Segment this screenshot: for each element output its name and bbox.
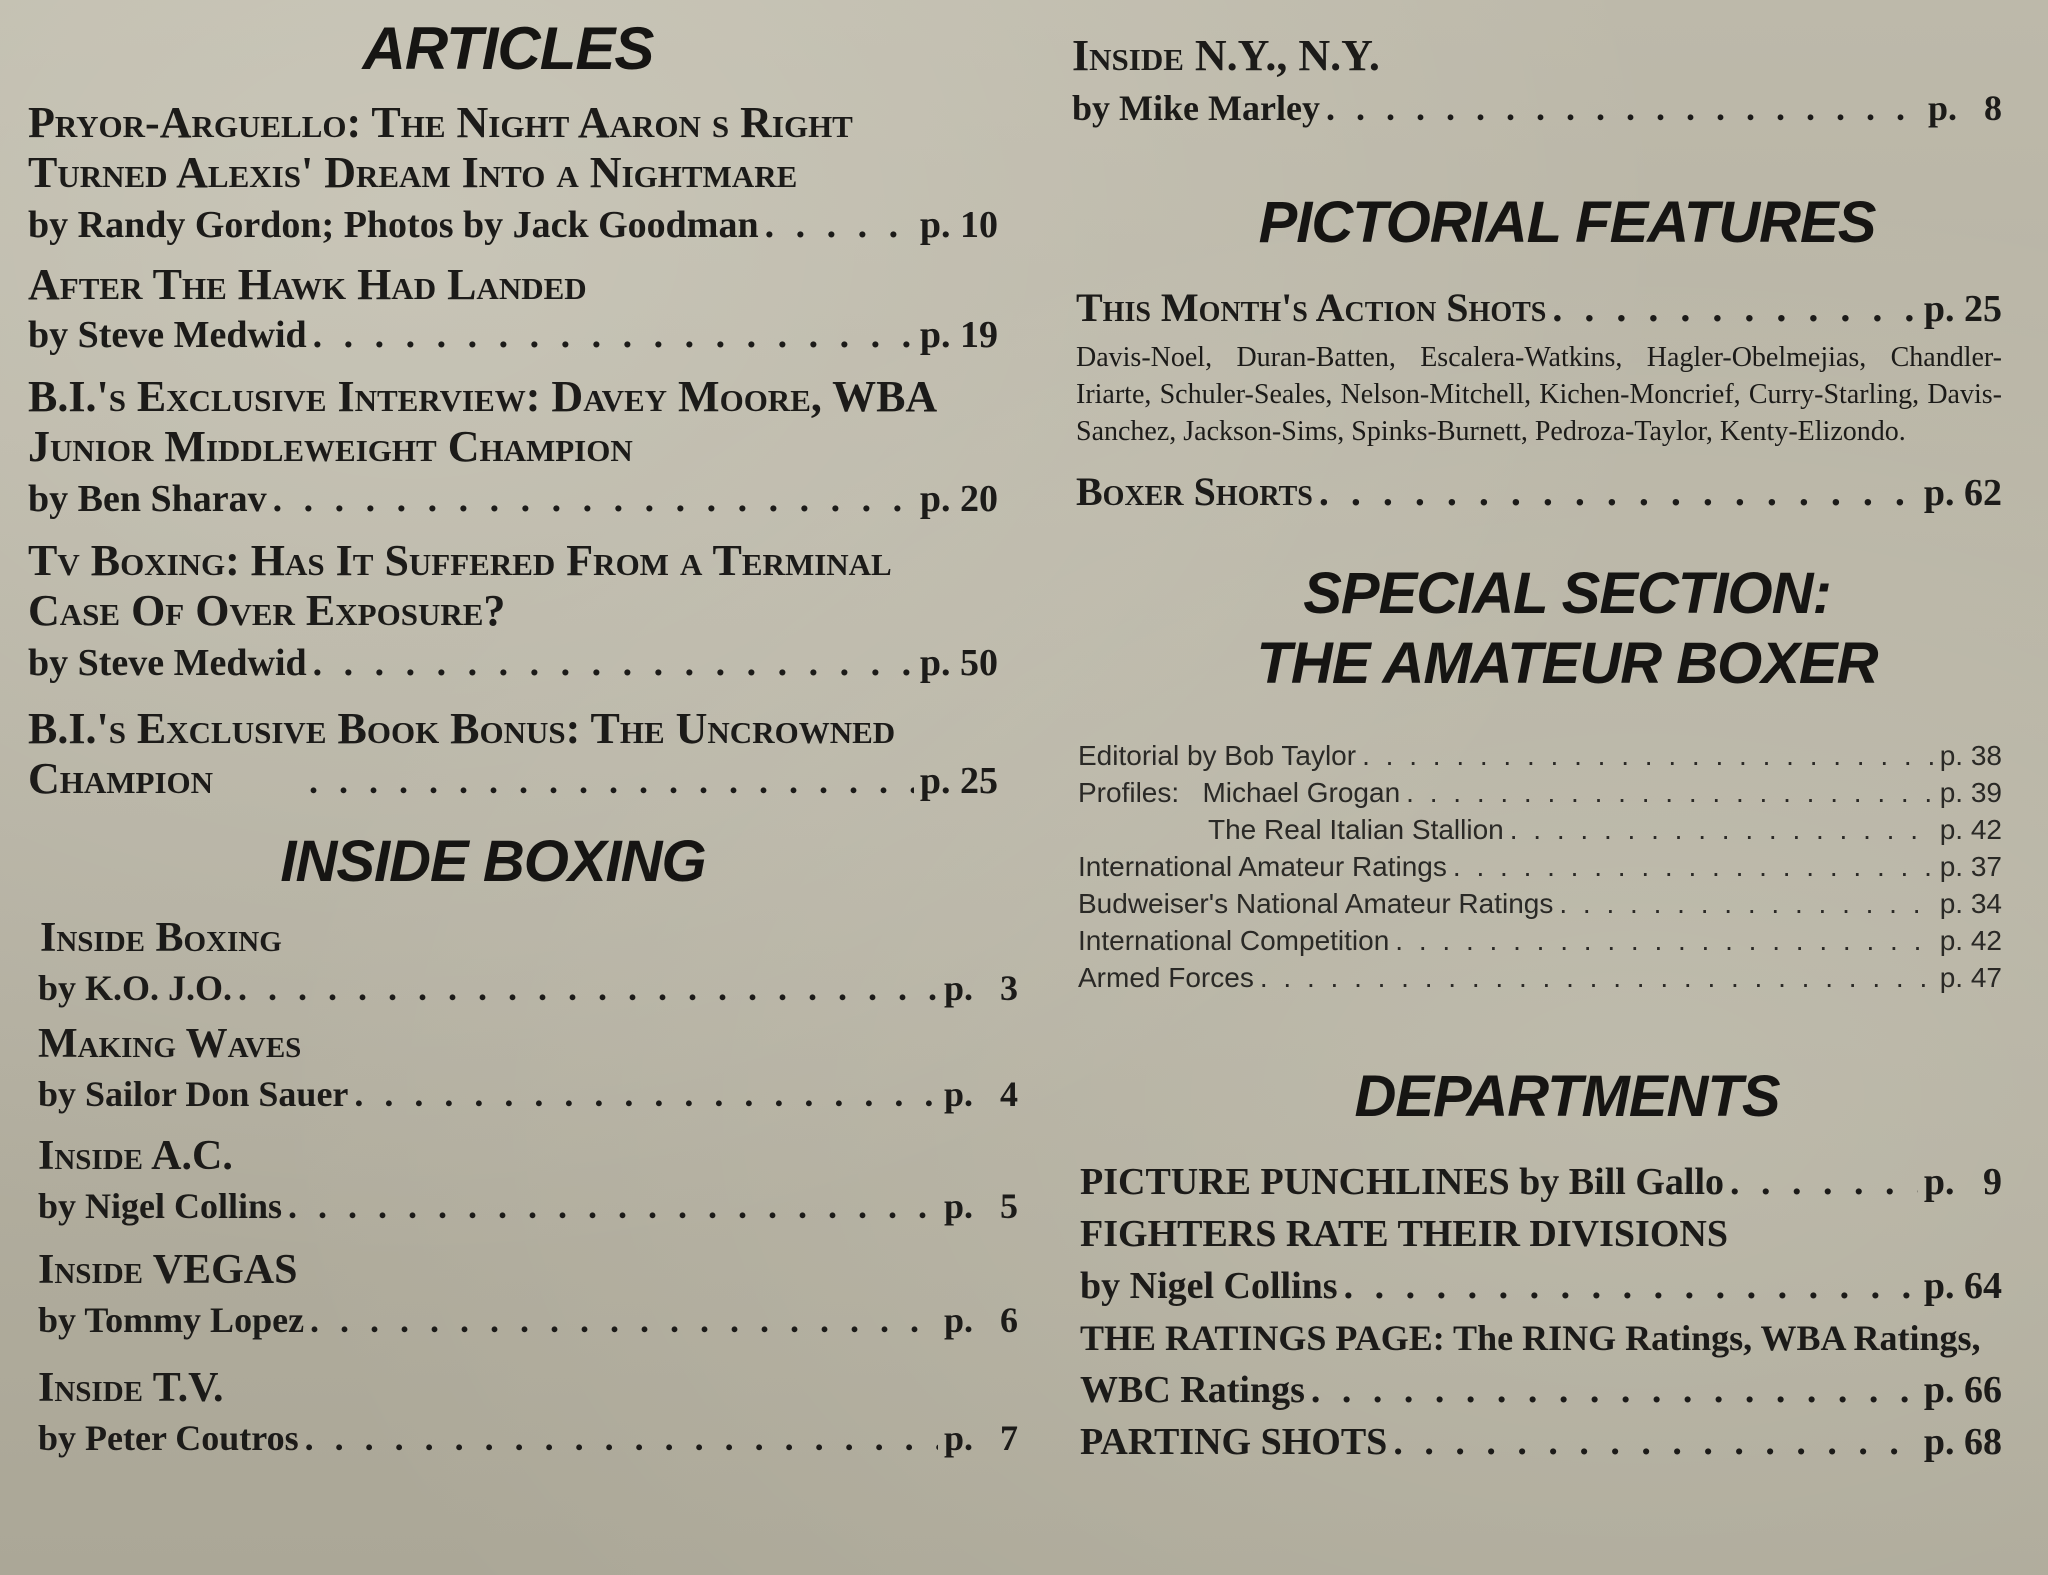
article-title: B.I.'s Exclusive Interview: Davey Moore, WBA [28, 372, 938, 421]
department-item[interactable] [1080, 1416, 2002, 1468]
page-number: p. 34 [1939, 888, 2002, 919]
dot-leader [1393, 1416, 1918, 1468]
special-heading-line: THE AMATEUR BOXER [1256, 631, 1878, 696]
article-byline: by Ben Sharav [28, 478, 267, 520]
item-title: Inside VEGAS [38, 1247, 298, 1293]
page-number: p. 3 [943, 968, 1018, 1008]
page-number: p. 39 [1939, 777, 2002, 808]
dot-leader [273, 476, 914, 522]
dot-leader [765, 202, 914, 248]
item-title: Boxer Shorts [1076, 469, 1313, 514]
amateur-item[interactable] [1078, 848, 2002, 885]
inside-boxing-item[interactable] [38, 1362, 1018, 1462]
article-item[interactable] [28, 372, 998, 522]
page-number: p. 10 [919, 204, 998, 246]
special-heading-line: SPECIAL SECTION: [1303, 561, 1831, 626]
page-number: p. 38 [1939, 740, 2002, 771]
dot-leader [313, 640, 914, 686]
page-number: p. 42 [1939, 925, 2002, 956]
article-byline: by Steve Medwid [28, 314, 307, 356]
item-byline: by K.O. J.O. [38, 968, 233, 1008]
article-title: Junior Middleweight Champion [28, 422, 633, 471]
amateur-list [1078, 737, 2002, 996]
dot-leader [1311, 1364, 1918, 1416]
dot-leader [1260, 959, 1934, 996]
amateur-item[interactable] [1078, 922, 2002, 959]
article-title: B.I.'s Exclusive Book Bonus: The Uncrowned [28, 704, 896, 753]
dot-leader [1552, 282, 1918, 334]
dot-leader [1326, 84, 1922, 132]
item-label: Armed Forces [1078, 962, 1254, 993]
departments-list [1080, 1156, 2002, 1468]
item-byline: by Nigel Collins [38, 1186, 283, 1226]
item-title: Inside T.V. [38, 1365, 224, 1411]
dot-leader [1406, 774, 1934, 811]
article-byline: by Randy Gordon; Photos by Jack Goodman [28, 204, 759, 246]
dot-leader [1344, 1260, 1918, 1312]
article-item[interactable] [28, 536, 998, 686]
inside-boxing-item[interactable] [38, 1018, 1018, 1118]
boxer-shorts-item[interactable] [1076, 466, 2002, 519]
page-number: p. 9 [1923, 1161, 2002, 1203]
item-label: Profiles: Michael Grogan [1078, 777, 1401, 808]
inside-boxing-item[interactable] [38, 912, 1018, 1012]
page-number: p. 20 [919, 478, 998, 520]
item-label: Budweiser's National Amateur Ratings [1078, 888, 1554, 919]
department-item[interactable] [1080, 1312, 2002, 1416]
articles-heading: ARTICLES [362, 15, 654, 82]
left-column [28, 0, 1018, 1462]
page-number: p. 4 [943, 1074, 1018, 1114]
item-title: PICTURE PUNCHLINES by Bill Gallo [1080, 1161, 1724, 1203]
item-byline: by Peter Coutros [38, 1418, 299, 1458]
item-label: International Amateur Ratings [1078, 851, 1447, 882]
dot-leader [288, 1182, 938, 1230]
page-number: p. 47 [1939, 962, 2002, 993]
right-column [1072, 0, 2002, 1468]
department-item[interactable] [1080, 1156, 2002, 1208]
dot-leader [309, 756, 914, 806]
dot-leader [354, 1070, 938, 1118]
item-title: PARTING SHOTS [1080, 1421, 1388, 1463]
item-title: Inside A.C. [38, 1133, 233, 1179]
dot-leader [238, 964, 938, 1012]
amateur-item[interactable] [1078, 737, 2002, 774]
article-title: After The Hawk Had Landed [28, 260, 587, 309]
page-number: p. 68 [1923, 1421, 2002, 1463]
page-number: p. 19 [919, 314, 998, 356]
amateur-item[interactable] [1078, 885, 2002, 922]
item-title: THE RATINGS PAGE: The RING Ratings, WBA Ratings, [1080, 1318, 1981, 1358]
action-shots-description: Davis-Noel, Duran-Batten, Escalera-Watkins, Hagler-Obelmejias, Chandler-Iriarte, Schuler-Seales, Nelson-Mitchell, Kichen-Moncrief, Curry-Starling, Davis-Sanchez, Jackson-Sims, Spinks-Burnett, Pedroza-Taylor, Kenty-Elizondo. [1076, 342, 2002, 447]
department-item[interactable] [1080, 1208, 2002, 1312]
dot-leader [305, 1414, 938, 1462]
page-number: p. 62 [1923, 472, 2002, 514]
item-byline: by Nigel Collins [1080, 1265, 1338, 1307]
inside-boxing-item[interactable] [38, 1244, 1018, 1344]
page-number: p. 7 [943, 1418, 1018, 1458]
dot-leader [1362, 737, 1934, 774]
dot-leader [313, 312, 914, 358]
dot-leader [310, 1296, 938, 1344]
amateur-item[interactable] [1078, 811, 2002, 848]
inside-boxing-list [38, 912, 1018, 1462]
page-number: p. 37 [1939, 851, 2002, 882]
item-title: FIGHTERS RATE THEIR DIVISIONS [1080, 1213, 1728, 1255]
page-number: p. 50 [919, 642, 998, 684]
dot-leader [1319, 466, 1918, 518]
item-label: The Real Italian Stallion [1208, 814, 1504, 845]
item-title: WBC Ratings [1080, 1369, 1305, 1411]
special-section-heading [1132, 559, 2002, 699]
article-item[interactable] [28, 98, 998, 248]
item-byline: by Mike Marley [1072, 88, 1320, 128]
departments-heading: DEPARTMENTS [1354, 1064, 1780, 1129]
article-title: Champion [28, 754, 214, 803]
item-title: Inside N.Y., N.Y. [1072, 31, 1380, 80]
inside-boxing-item[interactable] [38, 1130, 1018, 1230]
article-item[interactable] [28, 704, 998, 806]
page-number: p. 6 [943, 1300, 1018, 1340]
item-title: Making Waves [38, 1021, 302, 1067]
page-number: p. 42 [1939, 814, 2002, 845]
page-number: p. 64 [1923, 1265, 2002, 1307]
page-number: p. 5 [943, 1186, 1018, 1226]
article-title: Pryor-Arguello: The Night Aaron s Right [28, 98, 853, 147]
item-byline: by Tommy Lopez [38, 1300, 305, 1340]
page-number: p. 25 [919, 760, 998, 802]
pictorial-features-heading: PICTORIAL FEATURES [1258, 190, 1876, 255]
item-label: International Competition [1078, 925, 1390, 956]
page-number: p. 25 [1923, 288, 2002, 330]
page-number: p. 66 [1923, 1369, 2002, 1411]
dot-leader [1395, 922, 1933, 959]
article-byline: by Steve Medwid [28, 642, 307, 684]
item-byline: by Sailor Don Sauer [38, 1074, 349, 1114]
amateur-item[interactable] [1078, 774, 2002, 811]
dot-leader [1510, 811, 1934, 848]
action-shots-item[interactable] [1076, 282, 2002, 450]
article-item[interactable] [28, 260, 998, 358]
dot-leader [1559, 885, 1933, 922]
inside-boxing-heading: INSIDE BOXING [280, 829, 706, 894]
amateur-item[interactable] [1078, 959, 2002, 996]
item-title: This Month's Action Shots [1076, 285, 1547, 330]
article-title: Turned Alexis' Dream Into a Nightmare [28, 148, 798, 197]
page-number: p. 8 [1927, 88, 2002, 128]
article-title: Case Of Over Exposure? [28, 586, 506, 635]
dot-leader [1453, 848, 1934, 885]
article-title: Tv Boxing: Has It Suffered From a Terminal [28, 536, 892, 585]
item-label: Editorial by Bob Taylor [1078, 740, 1357, 771]
item-title: Inside Boxing [40, 915, 282, 961]
inside-ny-item[interactable] [1072, 30, 2002, 132]
dot-leader [1730, 1156, 1918, 1208]
